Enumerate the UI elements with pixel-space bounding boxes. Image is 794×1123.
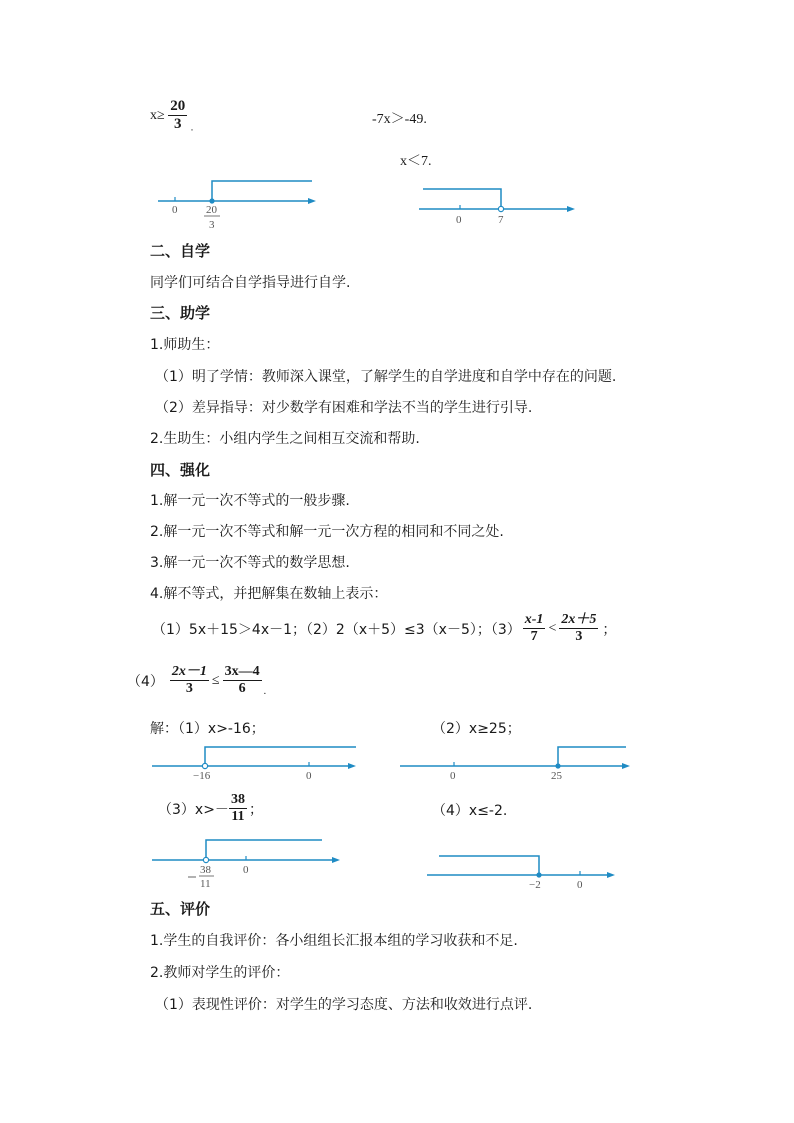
number-line-solution-4 (425, 848, 620, 890)
number-line-solution-1 (150, 743, 360, 783)
solution-ray (423, 189, 501, 209)
eq3-end: ； (602, 621, 617, 638)
label-25: 25 (551, 770, 562, 782)
ineq1-prefix: x≥ (150, 107, 165, 123)
s3-frac (229, 792, 247, 825)
solution-ray (558, 747, 626, 766)
top-inequality-3: x＜7. (400, 154, 432, 169)
ineq1-den: 3 (173, 116, 182, 133)
axis-arrow (607, 872, 615, 878)
sec4-p1: 1.解一元一次不等式的一般步骤. (150, 493, 350, 509)
s3-num: 38 (229, 792, 247, 809)
eq1-text: （1）5x＋15＞4x－1；（2）2（x＋5）≤3（x－5）；（3） (152, 621, 521, 638)
open-point (203, 857, 208, 862)
eq3-frac-right (559, 612, 598, 645)
open-point (498, 206, 503, 211)
number-line-solution-2 (398, 743, 634, 783)
eq4-den: 3 (185, 681, 193, 697)
label-den: 3 (209, 219, 215, 231)
eq3-op: < (548, 620, 557, 636)
label-zero: 0 (172, 204, 178, 216)
eq3-num2: 2x＋5 (559, 612, 598, 629)
axis-arrow (622, 763, 630, 769)
eq4-op: ≤ (211, 672, 220, 688)
sec5-p1: 1.学生的自我评价：各小组组长汇报本组的学习收获和不足. (150, 933, 518, 949)
exercise-line-2 (127, 664, 266, 697)
solution-ray (212, 181, 312, 201)
number-line-solution-3 (150, 836, 345, 890)
exercise-line-1 (152, 612, 616, 645)
sec4-p2: 2.解一元一次不等式和解一元一次方程的相同和不同之处. (150, 524, 504, 540)
ineq1-fraction (168, 98, 187, 134)
axis-arrow (348, 763, 356, 769)
heading-section-5: 五、评价 (150, 900, 211, 918)
solution-3-text (158, 792, 263, 825)
s3-end: ； (248, 801, 263, 818)
eq3-den: 7 (530, 629, 538, 645)
top-inequality-1 (150, 98, 193, 134)
s3-den: 11 (231, 809, 245, 825)
number-line-top-1 (150, 178, 325, 234)
axis-arrow (308, 198, 316, 204)
sec4-p3: 3.解一元一次不等式的数学思想. (150, 555, 350, 571)
sec5-p2: 2.教师对学生的评价： (150, 965, 290, 981)
solid-point (555, 763, 560, 768)
sec3-p1: 1.师助生： (150, 337, 220, 353)
s3-prefix: （3）x>－ (158, 801, 229, 818)
eq4-den2: 6 (238, 681, 246, 697)
top-inequality-2: -7x＞-49. (372, 112, 427, 127)
solid-point (536, 872, 541, 877)
heading-section-2: 二、自学 (150, 242, 211, 260)
ineq1-num: 20 (168, 98, 187, 116)
label-zero: 0 (243, 864, 249, 876)
open-point (202, 763, 207, 768)
eq3-num: x-1 (523, 612, 546, 629)
label-neg2: −2 (529, 879, 541, 890)
label-neg16: −16 (193, 770, 211, 782)
eq4-frac-left (170, 664, 209, 697)
ineq1-suffix: . (190, 122, 194, 134)
label-num: 20 (206, 204, 217, 216)
eq4-end: . (263, 686, 267, 698)
label-zero: 0 (306, 770, 312, 782)
eq4-num: 2x－1 (170, 664, 209, 681)
solid-point (209, 198, 214, 203)
solution-2-text: （2）x≥25； (432, 721, 521, 737)
label-zero: 0 (577, 879, 583, 890)
sec3-p2: （1）明了学情：教师深入课堂，了解学生的自学进度和自学中存在的问题. (155, 369, 617, 385)
solution-ray (439, 856, 539, 875)
sec4-p4: 4.解不等式，并把解集在数轴上表示： (150, 586, 388, 602)
number-line-top-2 (415, 180, 585, 230)
heading-section-3: 三、助学 (150, 304, 211, 322)
sec3-p4: 2.生助生：小组内学生之间相互交流和帮助. (150, 431, 420, 447)
solution-4-text: （4）x≤-2. (432, 803, 508, 819)
eq3-frac-left (523, 612, 546, 645)
sec3-p3: （2）差异指导：对少数学有困难和学法不当的学生进行引导. (155, 400, 533, 416)
sec2-text: 同学们可结合自学指导进行自学. (150, 275, 351, 291)
axis-arrow (332, 857, 340, 863)
solution-ray (205, 747, 356, 766)
solution-ray (206, 840, 322, 860)
heading-section-4: 四、强化 (150, 461, 211, 479)
solution-1-text: 解：（1）x>-16； (150, 721, 265, 737)
eq4-num2: 3x—4 (223, 664, 262, 681)
axis-arrow (567, 206, 575, 212)
eq4-frac-right (223, 664, 262, 697)
label-seven: 7 (498, 214, 504, 226)
label-zero: 0 (450, 770, 456, 782)
eq3-den2: 3 (575, 629, 583, 645)
eq4-label: （4） (127, 673, 164, 690)
label-num: 38 (200, 864, 211, 876)
sec5-p3: （1）表现性评价：对学生的学习态度、方法和收效进行点评. (155, 997, 533, 1013)
label-zero: 0 (456, 214, 462, 226)
label-den: 11 (200, 878, 211, 890)
